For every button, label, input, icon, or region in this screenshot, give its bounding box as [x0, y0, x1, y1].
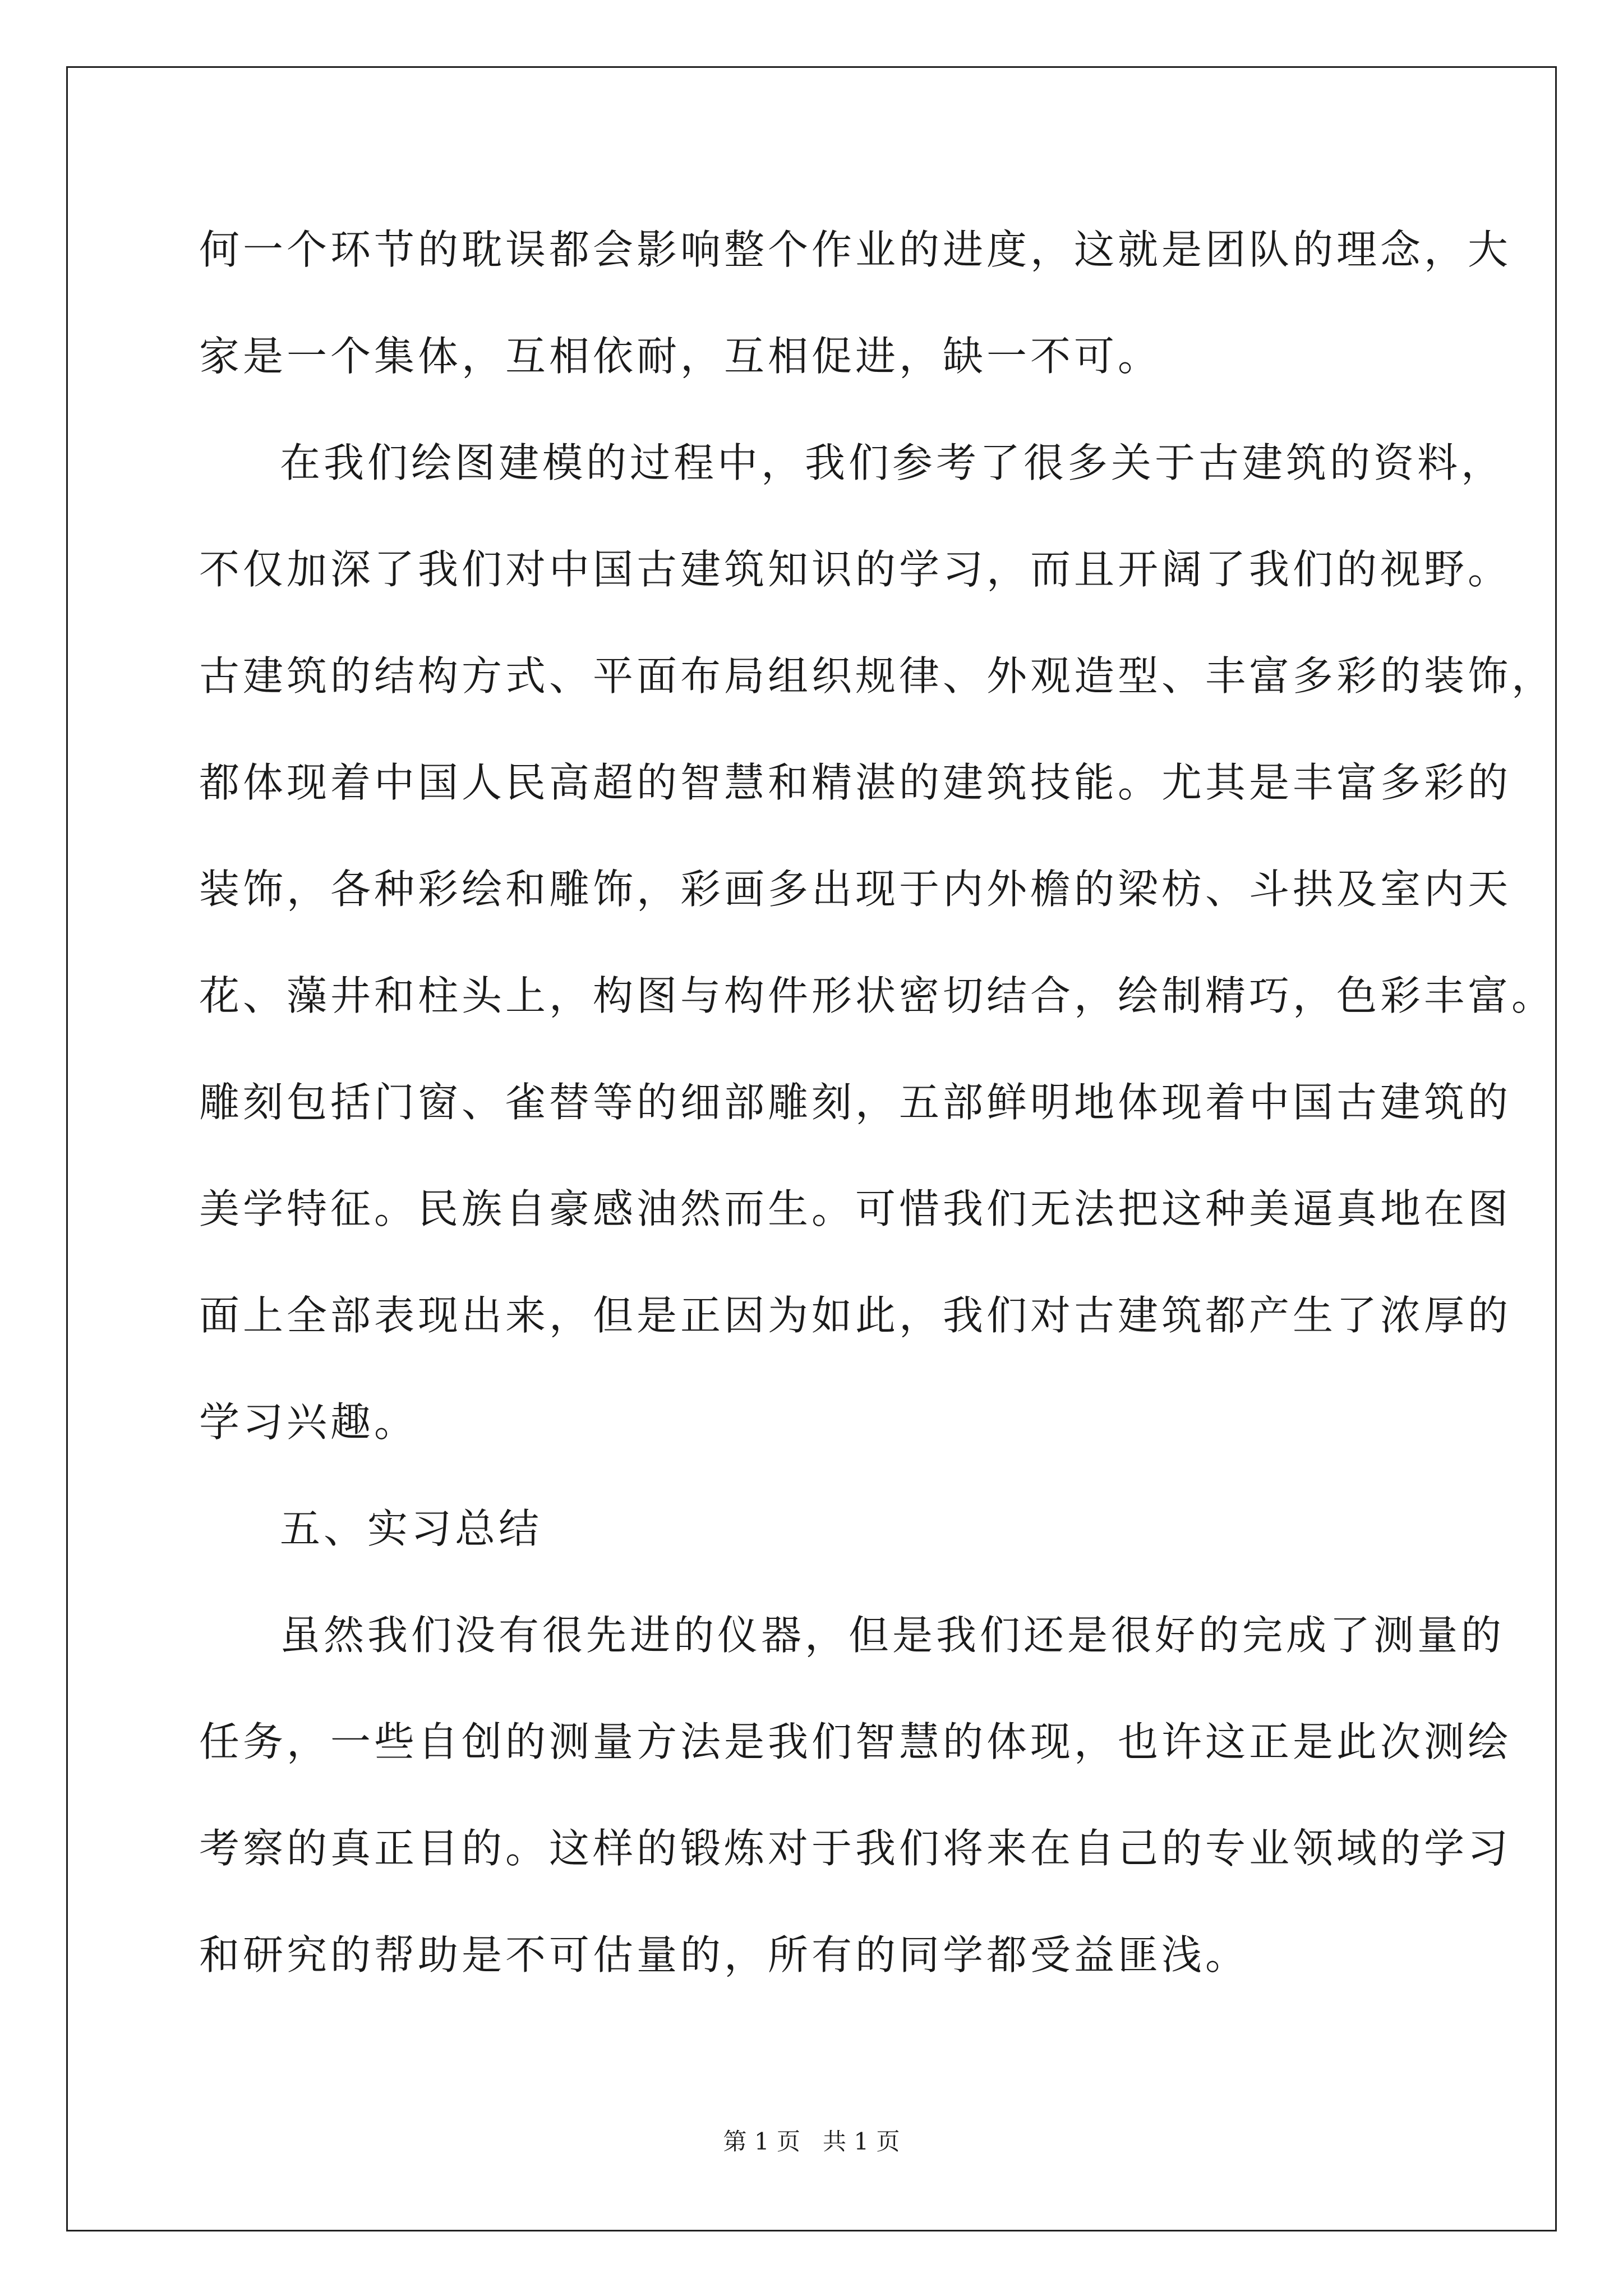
- page-border: [66, 66, 1557, 2231]
- text-line-9: 雕刻包括门窗、雀替等的细部雕刻，五部鲜明地体现着中国古建筑的: [199, 1079, 1512, 1126]
- text-line-3: 在我们绘图建模的过程中，我们参考了很多关于古建筑的资料，: [280, 439, 1505, 486]
- section-heading: 五、实习总结: [280, 1505, 543, 1552]
- text-line-2: 家是一个集体，互相依耐，互相促进，缺一不可。: [199, 333, 1162, 380]
- text-line-4: 不仅加深了我们对中国古建筑知识的学习，而且开阔了我们的视野。: [199, 546, 1512, 593]
- text-line-12: 学习兴趣。: [199, 1398, 418, 1446]
- page-number-footer: 第 1 页 共 1 页: [723, 2128, 900, 2155]
- text-line-10: 美学特征。民族自豪感油然而生。可惜我们无法把这种美逼真地在图: [199, 1185, 1512, 1232]
- text-line-17: 和研究的帮助是不可估量的，所有的同学都受益匪浅。: [199, 1931, 1249, 1978]
- text-line-6: 都体现着中国人民高超的智慧和精湛的建筑技能。尤其是丰富多彩的: [199, 759, 1512, 806]
- text-line-5: 古建筑的结构方式、平面布局组织规律、外观造型、丰富多彩的装饰，: [199, 652, 1556, 700]
- text-line-7: 装饰，各种彩绘和雕饰，彩画多出现于内外檐的梁枋、斗拱及室内天: [199, 866, 1512, 913]
- text-line-14: 虽然我们没有很先进的仪器，但是我们还是很好的完成了测量的: [280, 1612, 1505, 1659]
- text-line-16: 考察的真正目的。这样的锻炼对于我们将来在自己的专业领域的学习: [199, 1825, 1512, 1872]
- text-line-8: 花、藻井和柱头上，构图与构件形状密切结合，绘制精巧，色彩丰富。: [199, 972, 1556, 1019]
- text-line-11: 面上全部表现出来，但是正因为如此，我们对古建筑都产生了浓厚的: [199, 1292, 1512, 1339]
- text-line-15: 任务，一些自创的测量方法是我们智慧的体现，也许这正是此次测绘: [199, 1718, 1512, 1765]
- text-line-1: 何一个环节的耽误都会影响整个作业的进度，这就是团队的理念，大: [199, 226, 1512, 273]
